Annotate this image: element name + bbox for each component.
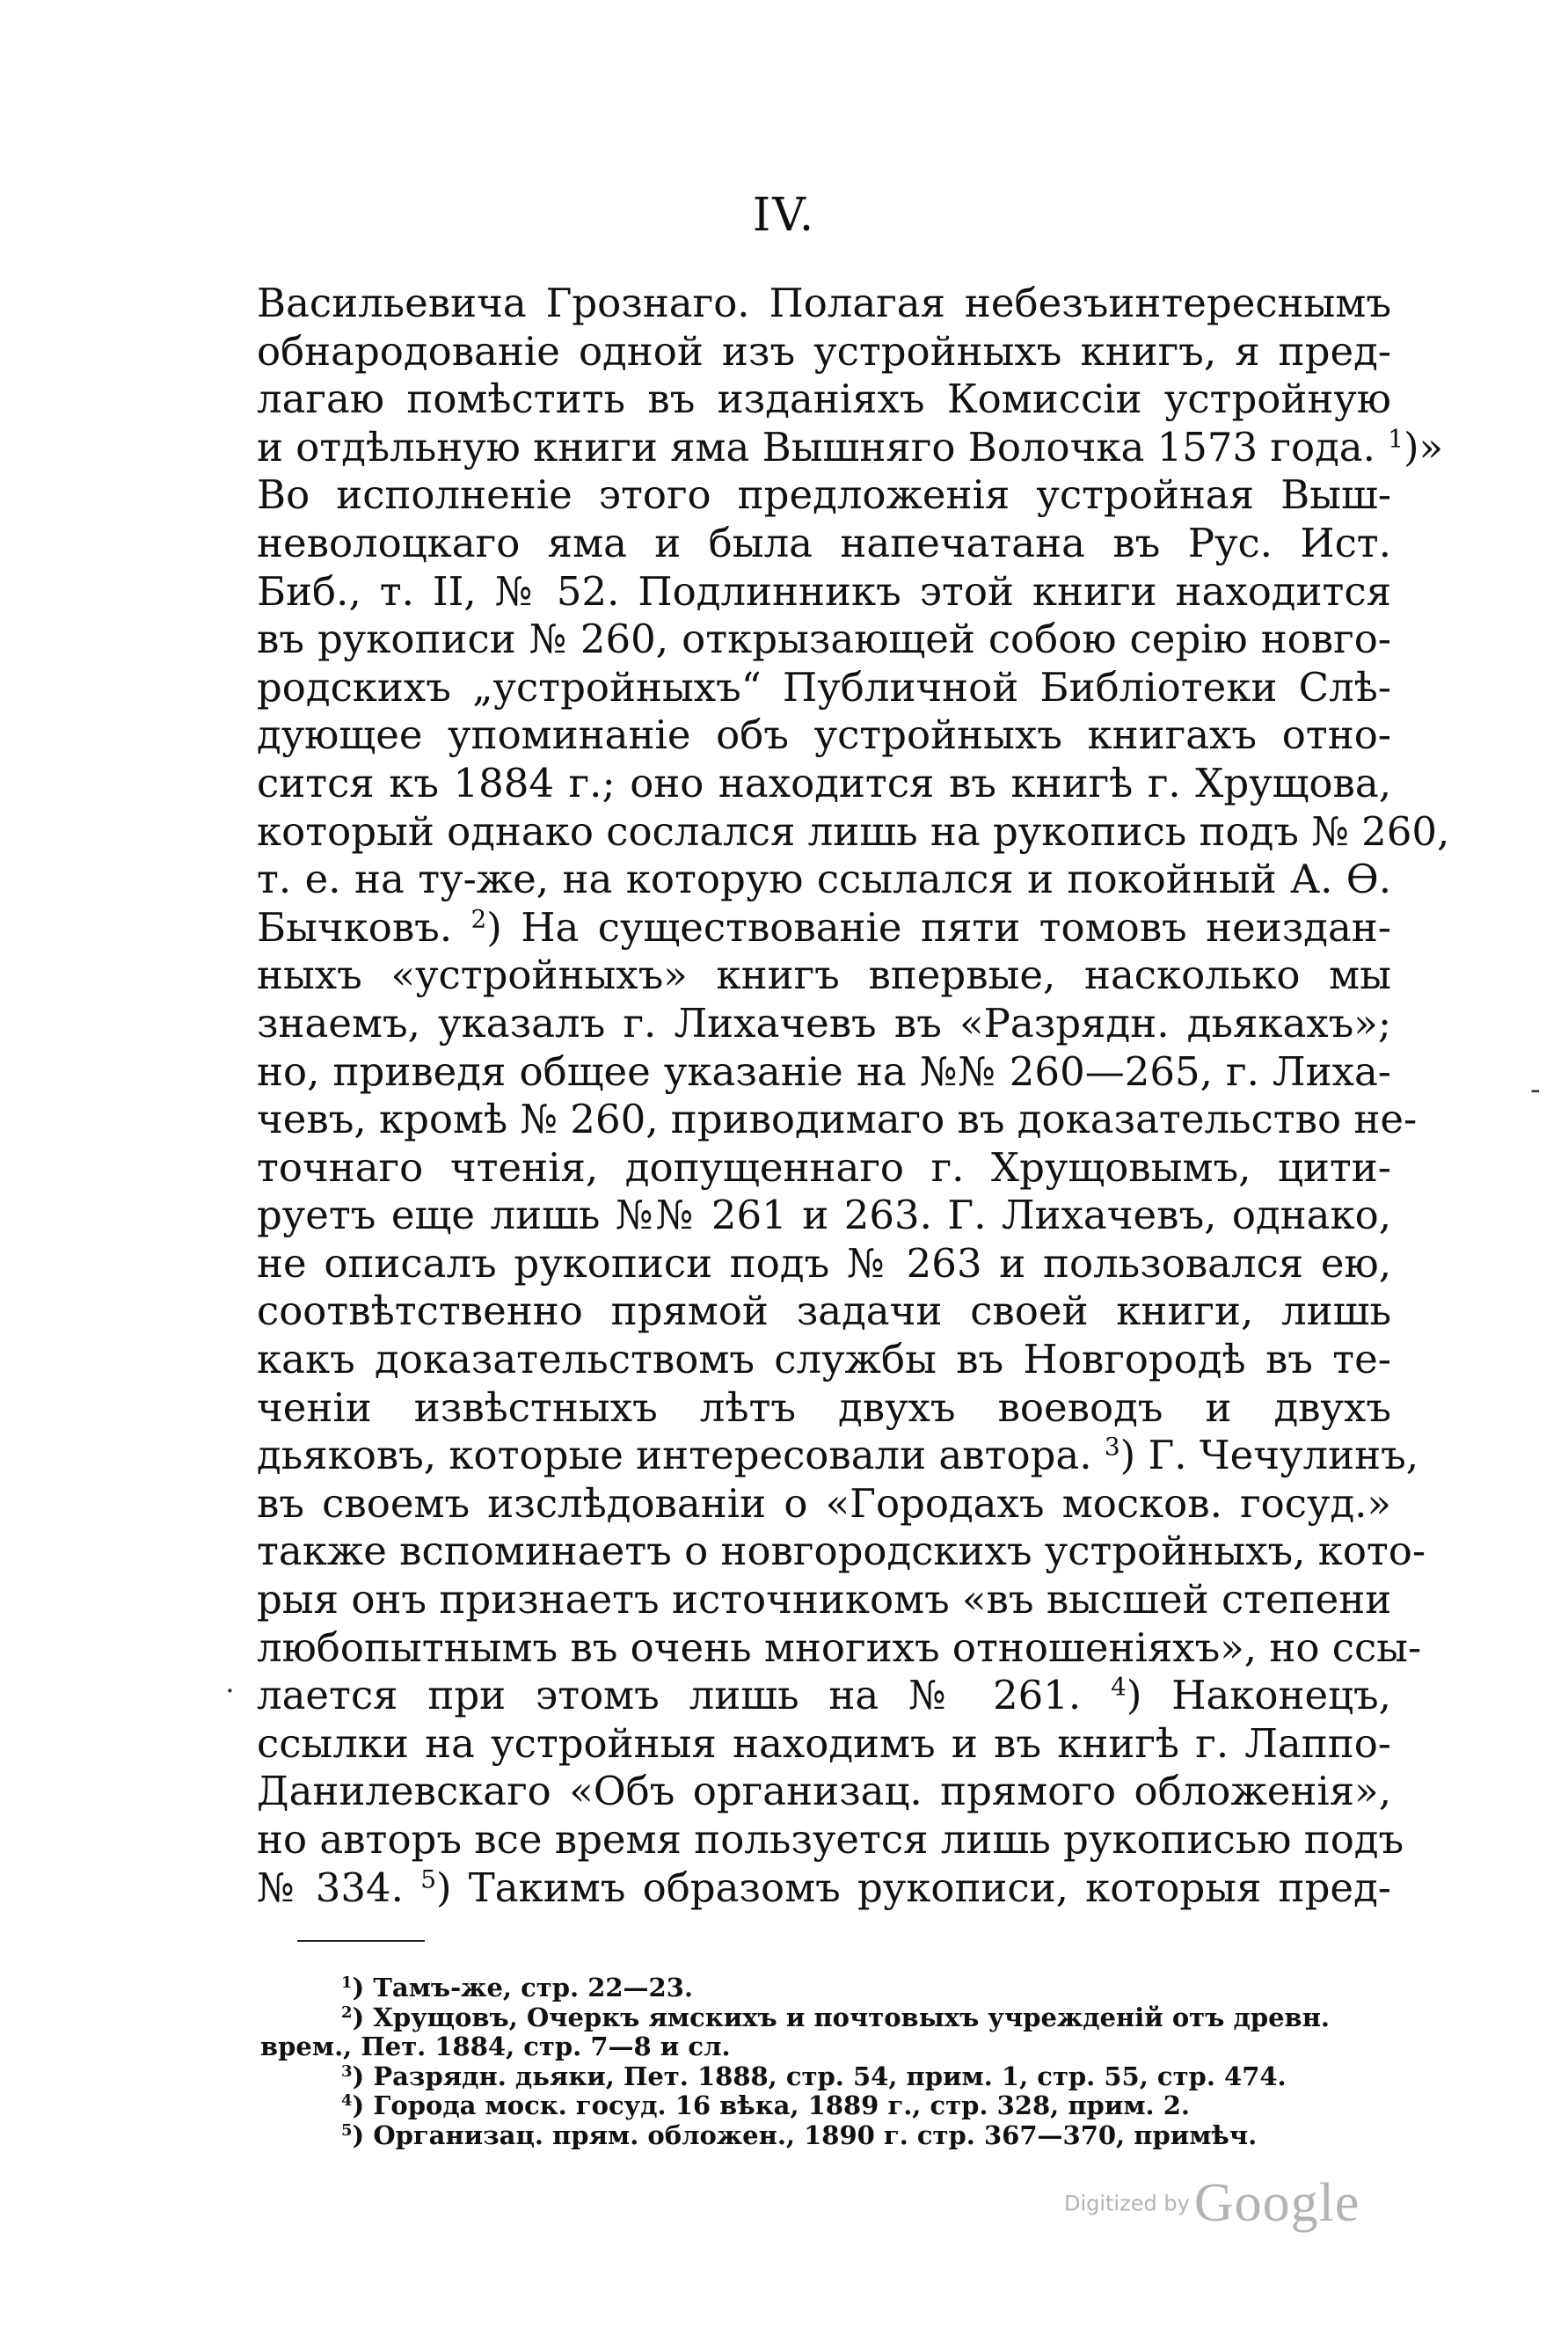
note-mark: 3 — [1104, 1432, 1120, 1462]
text-line — [257, 568, 1391, 616]
text-line — [257, 1096, 1418, 1144]
text-line — [257, 1000, 1391, 1048]
digitized-watermark — [1064, 2172, 1398, 2251]
line-text: не описалъ рукописи подъ № 263 и пользовался ею, — [257, 1239, 1391, 1287]
line-text: чевъ, кромѣ № 260, приводимаго въ доказательство не- — [257, 1096, 1418, 1143]
footnote-mark: 3 — [341, 2061, 353, 2081]
text-line — [257, 616, 1391, 664]
margin-mark-right: - — [1530, 1072, 1541, 1107]
line-text: соотвѣтственно прямой задачи своей книги, лишь — [257, 1288, 1391, 1335]
footnote-text: ) Хрущовъ, Очеркъ ямскихъ и почтовыхъ учрежденій отъ древн. — [352, 2002, 1331, 2032]
line-text: Бычковъ. — [257, 903, 453, 951]
line-text: дьяковъ, которые интересовали автора. — [257, 1432, 1092, 1479]
footnote — [341, 2091, 1388, 2121]
text-line — [257, 760, 1391, 808]
line-text: Во исполненіе этого предложенія устройная Выш- — [257, 471, 1391, 519]
line-text: точнаго чтенія, допущеннаго г. Хрущовымъ, цити- — [257, 1143, 1391, 1191]
note-mark: 2 — [470, 904, 487, 934]
line-text: знаемъ, указалъ г. Лихачевъ въ «Разрядн. дьякахъ»; — [257, 999, 1391, 1047]
line-tail: ) Наконецъ, — [1126, 1672, 1391, 1719]
text-line — [257, 1528, 1426, 1576]
line-text: въ рукописи № 260, открызающей собою серію новго- — [257, 616, 1391, 663]
footnote — [341, 2121, 1388, 2151]
text-line — [257, 520, 1391, 568]
text-line — [257, 1288, 1391, 1336]
line-tail: )» — [1404, 423, 1444, 471]
footnotes — [260, 1973, 1388, 2150]
text-line — [257, 807, 1450, 857]
footnote-mark: 5 — [341, 2120, 353, 2140]
line-text: Васильевича Грознаго. Полагая небезъинтереснымъ — [257, 280, 1391, 326]
text-line — [257, 1623, 1422, 1673]
text-line — [257, 856, 1391, 904]
line-text: родскихъ „устройныхъ“ Публичной Библіотеки Слѣ- — [257, 663, 1391, 711]
text-line — [257, 1336, 1391, 1384]
text-line — [257, 1480, 1391, 1528]
text-line — [257, 1432, 1419, 1480]
body-text — [257, 280, 1450, 1912]
text-line — [257, 280, 1391, 328]
line-text: также вспоминаетъ о новгородскихъ устройныхъ, кото- — [257, 1528, 1426, 1575]
footnote-text: ) Тамъ-же, стр. 22—23. — [352, 1973, 694, 2002]
text-line — [257, 376, 1391, 424]
line-text: лагаю помѣстить въ изданіяхъ Комиссіи устройную — [257, 376, 1391, 423]
line-text: ченіи извѣстныхъ лѣтъ двухъ воеводъ и двухъ — [257, 1383, 1391, 1431]
footnote-mark: 4 — [341, 2091, 353, 2111]
line-text: сится къ 1884 г.; оно находится въ книгѣ г. Хрущова, — [257, 759, 1391, 806]
text-line — [257, 423, 1444, 472]
line-text: въ своемъ изслѣдованіи о «Городахъ москов. госуд.» — [257, 1479, 1391, 1527]
line-text: т. е. на ту-же, на которую ссылался и покойный А. Ѳ. — [257, 856, 1391, 903]
page-number: IV. — [752, 189, 816, 242]
footnote-mark: 2 — [341, 2002, 353, 2022]
line-tail: ) Такимъ образомъ рукописи, которыя пред- — [435, 1864, 1391, 1911]
text-line — [257, 1240, 1391, 1288]
line-tail: ) На существованіе пяти томовъ неиздан- — [486, 903, 1391, 951]
note-mark: 4 — [1111, 1672, 1127, 1702]
text-line — [257, 664, 1391, 712]
line-tail: ) Г. Чечулинъ, — [1119, 1432, 1419, 1479]
line-text: неволоцкаго яма и была напечатана въ Рус. Ист. — [257, 519, 1391, 566]
line-text: Биб., т. II, № 52. Подлинникъ этой книги находится — [257, 567, 1391, 615]
text-line — [257, 952, 1391, 1000]
line-text: ныхъ «устройныхъ» книгъ впервые, насколько мы — [257, 952, 1391, 999]
text-line — [257, 328, 1391, 376]
text-line — [257, 1864, 1391, 1913]
line-text: № 334. — [257, 1864, 404, 1911]
line-text: ссылки на устройныя находимъ и въ книгѣ г. Лаппо- — [257, 1719, 1391, 1767]
line-text: Данилевскаго «Объ организац. прямого обложенія», — [257, 1768, 1391, 1815]
watermark-prefix: Digitized by — [1064, 2191, 1190, 2216]
text-line — [257, 1672, 1391, 1720]
footnote-text: ) Разрядн. дьяки, Пет. 1888, стр. 54, прим. 1, стр. 55, стр. 474. — [352, 2061, 1287, 2091]
text-line — [257, 1384, 1391, 1433]
line-text: лается при этомъ лишь на № 261. — [257, 1672, 1082, 1719]
line-text: дующее упоминаніе объ устройныхъ книгахъ отно- — [257, 711, 1391, 759]
text-line — [257, 1048, 1391, 1097]
margin-mark-left: . — [225, 1665, 235, 1700]
text-line — [257, 471, 1391, 520]
line-text: рыя онъ признаетъ источникомъ «въ высшей степени — [257, 1576, 1392, 1623]
line-text: руетъ еще лишь №№ 261 и 263. Г. Лихачевъ, однако, — [257, 1192, 1391, 1239]
line-text: но, приведя общее указаніе на №№ 260—265, г. Лиха- — [257, 1047, 1391, 1095]
text-line — [257, 1768, 1391, 1816]
footnote — [341, 2003, 1388, 2033]
footnote-separator — [297, 1940, 425, 1942]
text-line — [257, 1720, 1391, 1769]
text-line — [257, 1144, 1391, 1193]
text-line — [257, 1576, 1391, 1624]
text-line — [257, 904, 1391, 952]
line-text: любопытнымъ въ очень многихъ отношеніяхъ», но ссы- — [257, 1623, 1422, 1671]
text-line — [257, 1192, 1391, 1240]
note-mark: 1 — [1388, 424, 1404, 454]
footnote — [341, 1973, 1388, 2003]
footnote-text: ) Города моск. госуд. 16 вѣка, 1889 г., стр. 328, прим. 2. — [352, 2090, 1190, 2120]
line-text: и отдѣльную книги яма Вышняго Волочка 1573 года. — [257, 423, 1375, 471]
note-mark: 5 — [420, 1864, 436, 1894]
footnote-mark: 1 — [341, 1973, 353, 1993]
line-text: но авторъ все время пользуется лишь рукописью подъ — [257, 1816, 1404, 1863]
text-line — [257, 1816, 1404, 1864]
line-text: который однако сослался лишь на рукопись подъ № 260, — [257, 807, 1450, 855]
google-logo: Google — [1193, 2173, 1360, 2233]
line-text: какъ доказательствомъ службы въ Новгородѣ въ те- — [257, 1336, 1391, 1383]
text-line — [257, 711, 1391, 760]
footnote — [341, 2062, 1388, 2092]
line-text: обнародованіе одной изъ устройныхъ книгъ, я пред- — [257, 327, 1391, 375]
footnote-continuation — [260, 2032, 1388, 2062]
footnote-text: ) Организац. прям. обложен., 1890 г. стр. 367—370, примѣч. — [352, 2119, 1258, 2150]
footnote-text: врем., Пет. 1884, стр. 7—8 и сл. — [260, 2032, 731, 2061]
